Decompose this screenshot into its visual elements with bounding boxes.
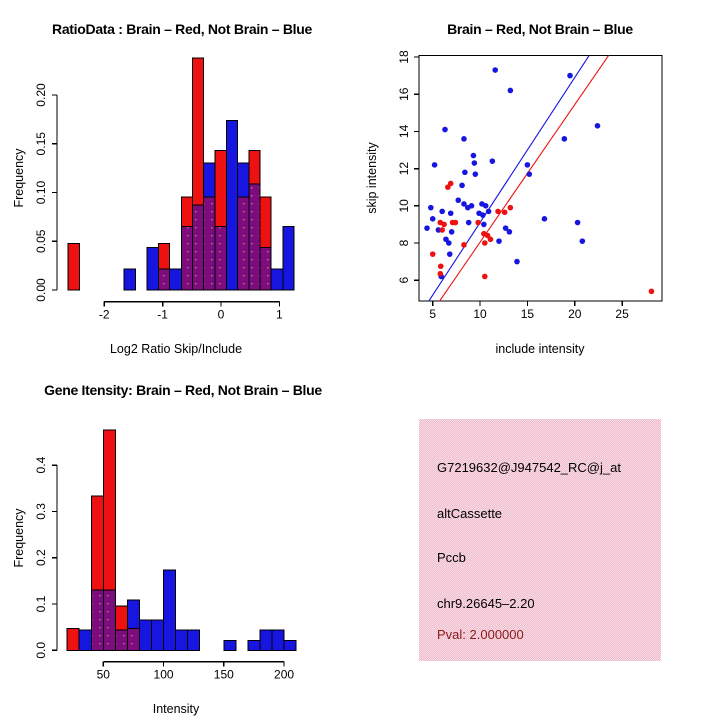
scatter-point-blue [507, 229, 513, 235]
ratio_hist-x-tick-label: -1 [157, 307, 168, 322]
scatter-point-blue [461, 136, 467, 142]
ratio_hist-bar-overlap [159, 269, 170, 290]
scatter-point-blue [439, 209, 445, 215]
ratio_hist-bar [170, 269, 182, 290]
intensity_scatter-y-tick-label: 16 [397, 87, 411, 101]
intensity_scatter-y-tick-label: 18 [397, 50, 411, 64]
scatter-point-red [475, 220, 481, 226]
splice-event-type-text: altCassette [437, 506, 503, 521]
scatter-point-blue [446, 240, 452, 246]
scatter-point-blue [449, 229, 455, 235]
scatter-ylabel: skip intensity [365, 142, 379, 214]
genomic-location-text: chr9.26645–2.20 [437, 596, 535, 611]
scatter-point-blue [580, 238, 586, 244]
gene-hist-title: Gene Itensity: Brain – Red, Not Brain – Blue [44, 382, 322, 398]
scatter-point-red [649, 289, 655, 295]
scatter-point-blue [442, 127, 448, 133]
scatter-point-blue [508, 88, 514, 94]
scatter-point-blue [542, 216, 548, 222]
gene-symbol-text: Pccb [437, 550, 466, 565]
gene_hist-y-tick-label: 0.3 [34, 503, 49, 520]
ratio_hist-y-tick-label: 0.10 [34, 180, 48, 205]
ratio_hist-bar-overlap [203, 197, 215, 290]
scatter-point-red [453, 220, 459, 226]
ratio_hist-y-tick-label: 0.05 [34, 229, 48, 253]
gene-hist-ylabel: Frequency [12, 508, 26, 568]
scatter-point-red [482, 274, 488, 280]
scatter-point-blue [424, 225, 430, 231]
gene_hist-bar [164, 570, 176, 651]
gene_hist-bar-overlap [103, 590, 115, 650]
scatter-point-red [441, 222, 447, 228]
gene_hist-bar [224, 640, 236, 650]
scatter-point-blue [471, 153, 477, 159]
gene_hist-bar-overlap [91, 590, 103, 650]
ratio_hist-y-tick-label: 0.00 [34, 278, 48, 302]
scatter-point-blue [486, 209, 492, 215]
scatter-point-blue [473, 171, 479, 177]
scatter-point-blue [490, 158, 496, 164]
intensity_scatter-x-tick-label: 20 [568, 307, 582, 321]
scatter-title: Brain – Red, Not Brain – Blue [447, 21, 633, 37]
ratio-hist-ylabel: Frequency [12, 148, 26, 208]
scatter-point-blue [455, 197, 461, 203]
gene_hist-bar [67, 628, 79, 650]
ratio_hist-bar-overlap [181, 226, 192, 290]
scatter-point-red [445, 184, 451, 190]
scatter-point-blue [575, 220, 581, 226]
scatter-point-blue [483, 203, 489, 209]
gene_hist-bar [284, 640, 296, 650]
ratio_hist-bar [226, 120, 237, 290]
ratio_hist-bar [68, 244, 80, 290]
ratio_hist-bar-overlap [237, 197, 249, 290]
ratio_hist-bar-overlap [249, 184, 260, 290]
probe-id-text: G7219632@J947542_RC@j_at [437, 460, 621, 475]
intensity_scatter-x-tick-label: 25 [615, 307, 629, 321]
gene_hist-bar [260, 630, 272, 650]
scatter-point-blue [459, 183, 465, 189]
gene_hist-y-tick-label: 0.0 [34, 641, 48, 659]
intensity_scatter-x-tick-label: 5 [429, 307, 437, 321]
scatter-point-blue [466, 220, 472, 226]
gene_hist-bar [176, 630, 188, 650]
gene-hist-xlabel: Intensity [152, 702, 200, 716]
scatter-point-red [438, 263, 444, 269]
gene-info-panel [419, 419, 661, 661]
scatter-point-blue [526, 171, 532, 177]
scatter-point-red [495, 209, 501, 215]
gene_hist-bar [188, 630, 200, 650]
scatter-point-blue [430, 216, 436, 222]
gene_hist-x-tick-label: 200 [274, 667, 295, 682]
gene_hist-bar [152, 620, 164, 650]
scatter-point-blue [496, 238, 502, 244]
ratio_hist-bar [124, 269, 136, 290]
scatter-point-blue [480, 212, 486, 218]
intensity_scatter-x-tick-label: 15 [520, 307, 535, 321]
intensity_scatter-y-tick-label: 12 [397, 161, 411, 176]
intensity_scatter-y-tick-label: 6 [397, 276, 411, 284]
scatter-point-blue [462, 170, 468, 176]
scatter-point-blue [492, 67, 498, 73]
intensity_scatter-plot-box [419, 56, 662, 302]
gene_hist-bar-overlap [127, 628, 139, 650]
scatter-point-red [508, 205, 514, 211]
scatter-point-blue [525, 162, 531, 168]
gene_hist-x-tick-label: 100 [153, 667, 174, 682]
intensity_scatter-y-tick-label: 8 [397, 239, 411, 247]
scatter-point-blue [481, 222, 487, 228]
intensity_scatter-y-tick-label: 10 [397, 199, 411, 213]
ratio_hist-y-tick-label: 0.15 [34, 132, 48, 156]
scatter-point-blue [472, 160, 478, 166]
scatter-point-red [439, 227, 445, 233]
gene_hist-y-tick-label: 0.2 [34, 549, 48, 567]
scatter-point-blue [595, 123, 601, 129]
ratio_hist-bar [271, 269, 283, 290]
scatter-point-blue [465, 205, 471, 211]
gene_hist-bar [272, 630, 284, 650]
gene_hist-x-tick-label: 50 [96, 667, 110, 682]
pval-text: Pval: 2.000000 [437, 627, 524, 642]
scatter-xlabel: include intensity [495, 342, 585, 356]
intensity_scatter-x-tick-label: 10 [473, 307, 487, 321]
scatter-point-red [488, 236, 494, 242]
scatter-point-blue [448, 210, 454, 216]
gene_hist-x-tick-label: 150 [213, 667, 234, 682]
ratio_hist-y-tick-label: 0.20 [34, 83, 48, 107]
scatter-point-blue [432, 162, 438, 168]
gene_hist-bar [139, 620, 151, 650]
scatter-point-red [461, 242, 467, 248]
ratio_hist-x-tick-label: 1 [276, 307, 283, 322]
ratio_hist-bar-overlap [215, 226, 226, 290]
intensity_scatter-y-tick-label: 14 [397, 124, 411, 139]
scatter-point-red [502, 210, 508, 216]
scatter-point-blue [567, 73, 573, 79]
ratio_hist-x-tick-label: -2 [98, 307, 110, 322]
scatter-point-red [482, 240, 488, 246]
ratio_hist-bar [283, 226, 294, 290]
ratio-hist-xlabel: Log2 Ratio Skip/Include [109, 342, 243, 356]
gene_hist-bar [79, 630, 91, 650]
scatter-point-red [430, 251, 436, 257]
scatter-point-blue [447, 251, 453, 257]
intensity_scatter-fit-line-brain_red [440, 56, 609, 302]
ratio_hist-bar-overlap [260, 248, 271, 290]
ratio_hist-x-tick-label: 0 [217, 307, 225, 322]
ratio_hist-bar [147, 248, 159, 290]
ratio-hist-title: RatioData : Brain – Red, Not Brain – Blue [52, 21, 312, 37]
scatter-point-blue [514, 259, 520, 265]
scatter-point-blue [562, 136, 568, 142]
gene_hist-y-tick-label: 0.1 [34, 595, 48, 613]
scatter-point-blue [428, 205, 434, 211]
scatter-point-red [437, 271, 443, 277]
gene_hist-y-tick-label: 0.4 [34, 456, 48, 474]
ratio_hist-bar-overlap [192, 205, 203, 290]
gene_hist-bar-overlap [115, 630, 127, 650]
gene_hist-bar [248, 640, 260, 650]
